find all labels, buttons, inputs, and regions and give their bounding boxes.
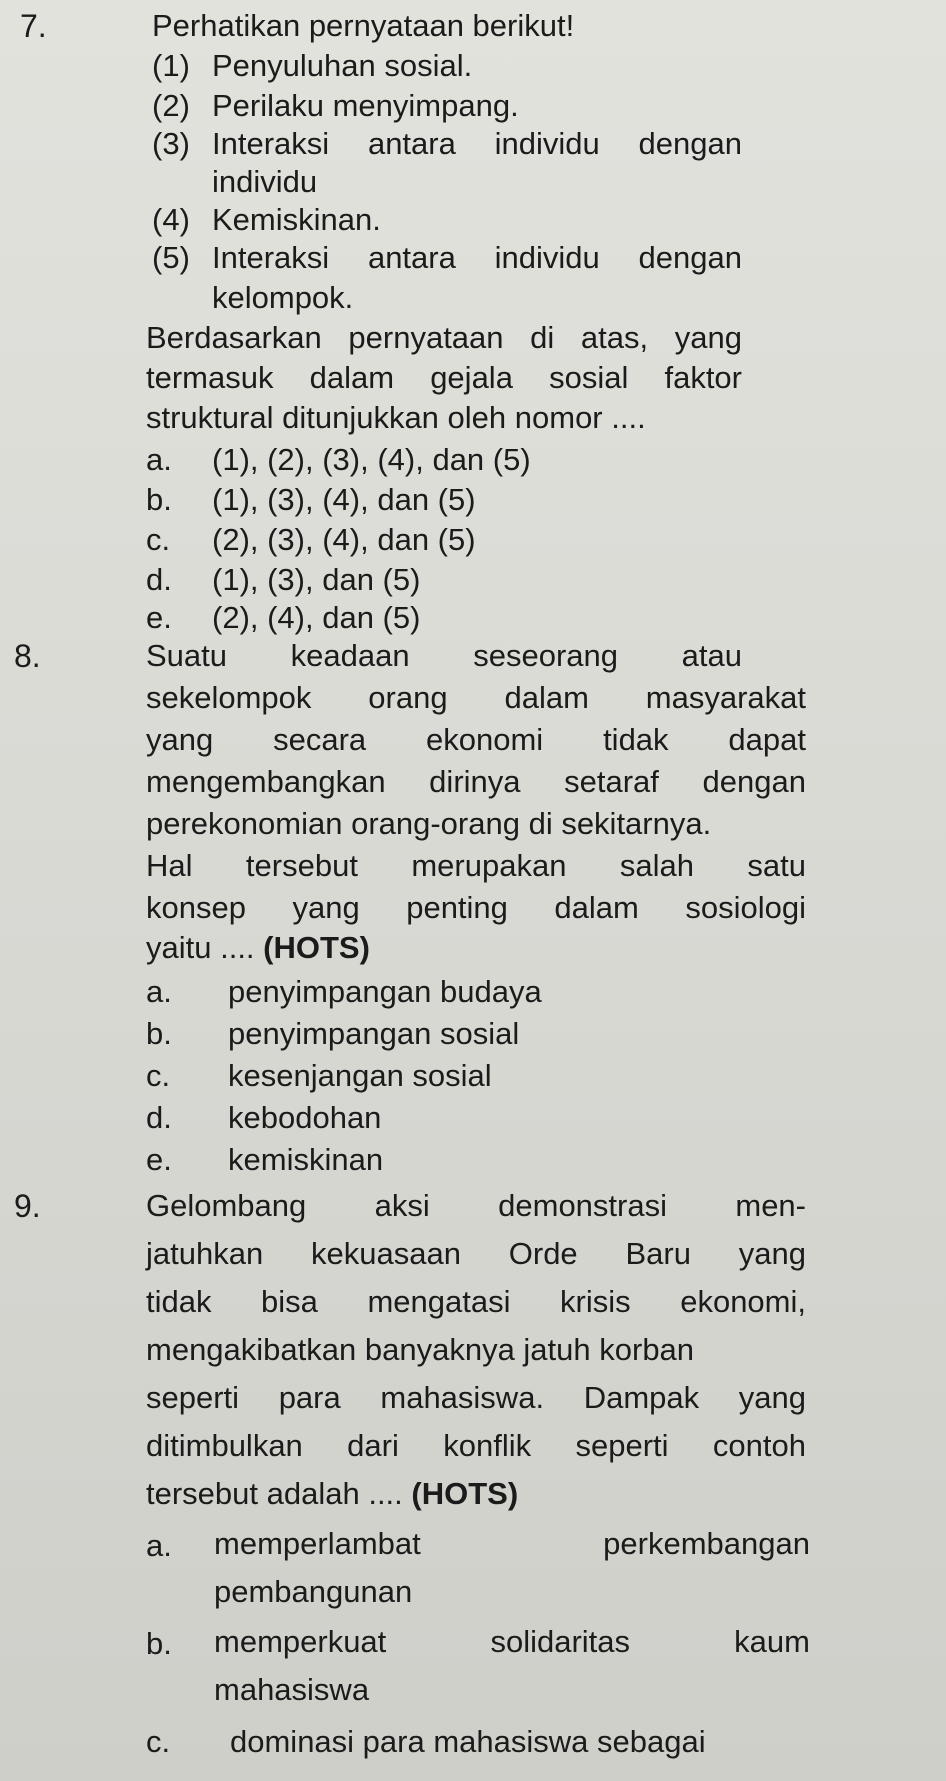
option-letter: a. bbox=[146, 442, 172, 477]
option-text: penyimpangan budaya bbox=[228, 974, 542, 1009]
statement-label: (5) bbox=[152, 240, 190, 275]
question-text-line: mengakibatkan banyaknya jatuh korban bbox=[146, 1332, 695, 1367]
option-letter: c. bbox=[146, 1724, 171, 1759]
question-text-end: tersebut adalah .... bbox=[146, 1476, 403, 1511]
statement-text-cont: individu bbox=[212, 164, 318, 199]
question-prompt-line: struktural ditunjukkan oleh nomor .... bbox=[146, 400, 646, 435]
question-text-line: yang secara ekonomi tidak dapat bbox=[146, 722, 806, 757]
option-text: (2), (4), dan (5) bbox=[212, 600, 421, 635]
question-number: 7. bbox=[20, 8, 47, 44]
option-text: kebodohan bbox=[228, 1100, 382, 1135]
statement-label: (2) bbox=[152, 88, 190, 123]
statement-text: Kemiskinan. bbox=[212, 202, 381, 237]
option-text: kesenjangan sosial bbox=[228, 1058, 492, 1093]
statement-text: Interaksi antara individu dengan bbox=[212, 126, 742, 161]
option-letter: d. bbox=[146, 562, 172, 597]
question-text-line: tidak bisa mengatasi krisis ekonomi, bbox=[146, 1284, 806, 1319]
option-text: (2), (3), (4), dan (5) bbox=[212, 522, 476, 557]
option-text: dominasi para mahasiswa sebagai bbox=[230, 1724, 706, 1759]
option-letter: b. bbox=[146, 1016, 172, 1051]
statement-text: Interaksi antara individu dengan bbox=[212, 240, 742, 275]
option-text: (1), (3), (4), dan (5) bbox=[212, 482, 476, 517]
question-text-line: perekonomian orang-orang di sekitarnya. bbox=[146, 806, 712, 841]
question-text-line: konsep yang penting dalam sosiologi bbox=[146, 890, 806, 925]
statement-label: (3) bbox=[152, 126, 190, 161]
option-letter: e. bbox=[146, 1142, 172, 1177]
option-text: (1), (2), (3), (4), dan (5) bbox=[212, 442, 531, 477]
question-text-line: sekelompok orang dalam masyarakat bbox=[146, 680, 806, 715]
option-letter: d. bbox=[146, 1100, 172, 1135]
statement-text-cont: kelompok. bbox=[212, 280, 354, 315]
question-text-line: Gelombang aksi demonstrasi men- bbox=[146, 1188, 806, 1223]
question-text-line: jatuhkan kekuasaan Orde Baru yang bbox=[146, 1236, 806, 1271]
option-letter: e. bbox=[146, 600, 172, 635]
option-letter: b. bbox=[146, 482, 172, 517]
question-text-line: mengembangkan dirinya setaraf dengan bbox=[146, 764, 806, 799]
option-text: memperlambat perkembangan bbox=[214, 1526, 810, 1561]
question-text-end: yaitu .... bbox=[146, 930, 255, 965]
question-text-line: Hal tersebut merupakan salah satu bbox=[146, 848, 806, 883]
question-text-line: seperti para mahasiswa. Dampak yang bbox=[146, 1380, 806, 1415]
question-text-line: Suatu keadaan seseorang atau bbox=[146, 638, 742, 673]
question-prompt-line: termasuk dalam gejala sosial faktor bbox=[146, 360, 742, 395]
option-text-cont: pembangunan bbox=[214, 1574, 413, 1609]
option-text: kemiskinan bbox=[228, 1142, 384, 1177]
option-text-cont: mahasiswa bbox=[214, 1672, 370, 1707]
hots-tag: (HOTS) bbox=[411, 1476, 519, 1511]
hots-tag: (HOTS) bbox=[263, 930, 370, 965]
option-text: penyimpangan sosial bbox=[228, 1016, 520, 1051]
question-prompt-line: Berdasarkan pernyataan di atas, yang bbox=[146, 320, 742, 355]
question-text-line bbox=[146, 932, 370, 963]
option-letter: c. bbox=[146, 1058, 171, 1093]
statement-text: Penyuluhan sosial. bbox=[212, 48, 473, 83]
option-letter: c. bbox=[146, 522, 171, 557]
statement-text: Perilaku menyimpang. bbox=[212, 88, 519, 123]
option-letter: a. bbox=[146, 974, 172, 1009]
question-number: 8. bbox=[14, 638, 41, 674]
statement-label: (4) bbox=[152, 202, 190, 237]
option-text: memperkuat solidaritas kaum bbox=[214, 1624, 810, 1659]
question-number: 9. bbox=[14, 1188, 41, 1224]
option-letter: a. bbox=[146, 1528, 172, 1563]
option-letter: b. bbox=[146, 1626, 172, 1661]
question-text-line bbox=[146, 1478, 518, 1509]
question-stem: Perhatikan pernyataan berikut! bbox=[152, 8, 575, 43]
question-text-line: ditimbulkan dari konflik seperti contoh bbox=[146, 1428, 806, 1463]
option-text: (1), (3), dan (5) bbox=[212, 562, 421, 597]
statement-label: (1) bbox=[152, 48, 190, 83]
